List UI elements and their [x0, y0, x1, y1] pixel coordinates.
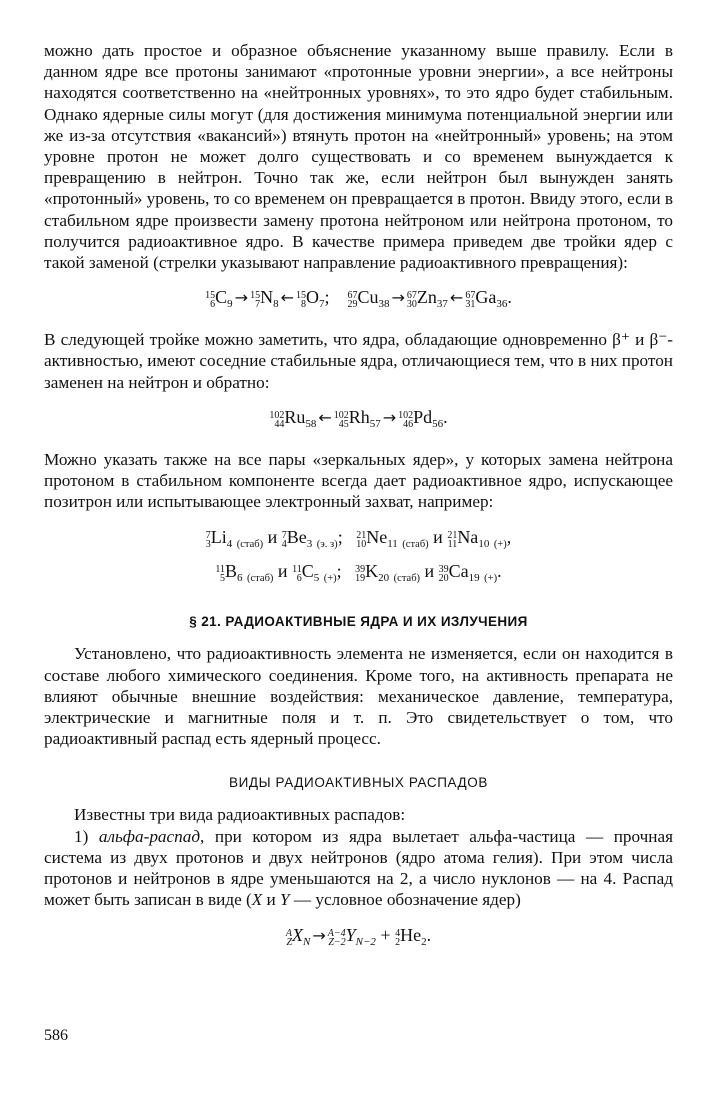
paragraph-2: В следующей тройке можно заметить, что ядра, обладающие одновременно β⁺ и β⁻-активностью, имеют соседние стабильные ядра, отличающиеся тем, что в них протон заменен на нейтрон и обратно: [44, 330, 673, 392]
nuclide-c15: 15 6 $C_9$ [205, 287, 233, 311]
nuclide-ru102: 102 44 $Ru_{58}$ [269, 406, 317, 430]
page-body [44, 40, 673, 967]
page-number: 586 [44, 1027, 68, 1044]
nuclide-n15: 15 7 $N_8$ [250, 287, 279, 311]
paragraph-6-text-a: , при котором из ядра вылетает альфа-частица — прочная система из двух протонов и двух нейтронов (ядро атома гелия). При этом числа протонов и нейтронов в ядре уменьшаются на 2, а число нуклонов — на 4. Распад может быть записан в виде ( [44, 826, 674, 910]
formula-ru-rh-pd: 102 44 $Ru_{58}$ ← 102 45 $Rh_{57}$ → 102 46 $Pd_{56}$. [44, 406, 673, 435]
nuclide-rh102: 102 45 $Rh_{57}$ [333, 406, 381, 430]
arrow-right: → [382, 407, 397, 427]
arrow-right: → [391, 288, 405, 308]
and-word: и [424, 561, 435, 582]
paragraph-6-text-b: — условное обозначение ядер) [289, 890, 521, 910]
paragraph-6-and: и [262, 890, 281, 910]
nuclide-na21: 21 11 $Na_{10}$ $_{(+)}$ [447, 527, 507, 551]
arrow-right: → [312, 926, 326, 946]
symbol-y: Y [280, 890, 290, 910]
arrow-left: ← [280, 288, 294, 308]
and-word: и [267, 527, 278, 548]
paragraph-4: Установлено, что радиоактивность элемента не изменяется, если он находится в составе любого химического соединения. Кроме того, на активность препарата не влияют обычные внешние воздействия: механическое давление, температура, электрические и магнитные поля и т. п. Это свидетельствует о том, что радиоактивный распад есть ядерный процесс. [44, 644, 673, 749]
formula-triples: 15 6 $C_9$ → 15 7 $N_8$ ← 15 8 $O_7$; 67 29 $Cu_{38}$ → 67 30 $Zn_{37}$ ← 67 31 $Ga_{36}$. [44, 286, 673, 315]
arrow-right: → [234, 288, 249, 308]
term-alpha-decay: альфа-распад [98, 826, 201, 846]
nuclide-x: A Z $X_N$ [285, 925, 311, 949]
section-heading: § 21. РАДИОАКТИВНЫЕ ЯДРА И ИХ ИЗЛУЧЕНИЯ [189, 614, 528, 630]
nuclide-be7: 7 4 $Be_3$ $_{(э. з)}$ [281, 527, 338, 551]
nuclide-y: A−4 Z−2 $Y_{N-2}$ [327, 925, 376, 949]
nuclide-o15: 15 8 $O_7$ [295, 287, 325, 311]
paragraph-1: можно дать простое и образное объяснение указанному выше правилу. Если в данном ядре все протоны занимают «протонные уровни энергии», а все нейтроны находятся соответственно на «нейтронных уровнях», то это ядро будет стабильным. Однако ядерные силы могут (для достижения минимума потенциальной энергии или же из-за отсутствия «вакансий») втянуть протон на «нейтронный» уровень; на этом уровне протон не может долго существовать и со временем вынуждается к превращению в нейтрон. Точно так же, если нейтрон был вынужден занять «протонный» уровень, то со временем он превращается в протон. Ввиду этого, если в стабильном ядре произвести замену протона нейтроном или нейтрона протоном, то получится радиоактивное ядро. В качестве примера приведем две тройки ядер с такой заменой (стрелки указывают направление радиоактивного превращения): [44, 41, 673, 273]
nuclide-zn67: 67 30 $Zn_{37}$ [406, 287, 448, 311]
paragraph-3: Можно указать также на все пары «зеркальных ядер», у которых замена нейтрона протоном в стабильном компоненте всегда дает радиоактивное ядро, испускающее позитрон или испытывающее электронный захват, например: [44, 449, 673, 512]
formula-mirror-nuclei [44, 524, 673, 592]
nuclide-li7: 7 3 $Li_4$ $_{(стаб)}$ [205, 527, 264, 551]
list-number: 1) [74, 826, 89, 846]
paragraph-6 [44, 826, 673, 911]
nuclide-ca39: 39 20 $Ca_{19}$ $_{(+)}$ [438, 561, 498, 585]
nuclide-k39: 39 19 $K_{20}$ $_{(стаб)}$ [355, 561, 421, 585]
and-word: и [277, 561, 288, 582]
nuclide-cu67: 67 29 $Cu_{38}$ [347, 287, 390, 311]
mirror-row-2: 11 5 $B_6$ $_{(стаб)}$ и 11 6 $C_5$ $_{(+)}$; 39 19 $K_{20}$ $_{(стаб)}$ и 39 20 $Ca_{19}$ $_{(+)}$. [44, 558, 673, 592]
nuclide-ne21: 21 10 $Ne_{11}$ $_{(стаб)}$ [356, 527, 429, 551]
paragraph-5: Известны три вида радиоактивных распадов: [74, 805, 406, 825]
mirror-row-1: 7 3 $Li_4$ $_{(стаб)}$ и 7 4 $Be_3$ $_{(э. з)}$; 21 10 $Ne_{11}$ $_{(стаб)}$ и 21 11 $Na_{10}$ $_{(+)}$, [44, 524, 673, 558]
nuclide-ga67: 67 31 $Ga_{36}$ [465, 287, 508, 311]
arrow-left: ← [449, 288, 464, 308]
formula-alpha-decay: A Z $X_N$ → A−4 Z−2 $Y_{N-2}$ + 4 2 $He_2$. [44, 924, 673, 953]
and-word: и [433, 527, 443, 548]
nuclide-pd102: 102 46 $Pd_{56}$ [398, 406, 444, 430]
nuclide-he4: 4 2 $He_2$ [395, 925, 427, 949]
nuclide-b11: 11 5 $B_6$ $_{(стаб)}$ [215, 561, 274, 585]
arrow-left: ← [318, 407, 332, 427]
nuclide-c11: 11 6 $C_5$ $_{(+)}$ [292, 561, 337, 585]
symbol-x: X [251, 890, 263, 910]
subsection-heading: ВИДЫ РАДИОАКТИВНЫХ РАСПАДОВ [229, 775, 488, 791]
